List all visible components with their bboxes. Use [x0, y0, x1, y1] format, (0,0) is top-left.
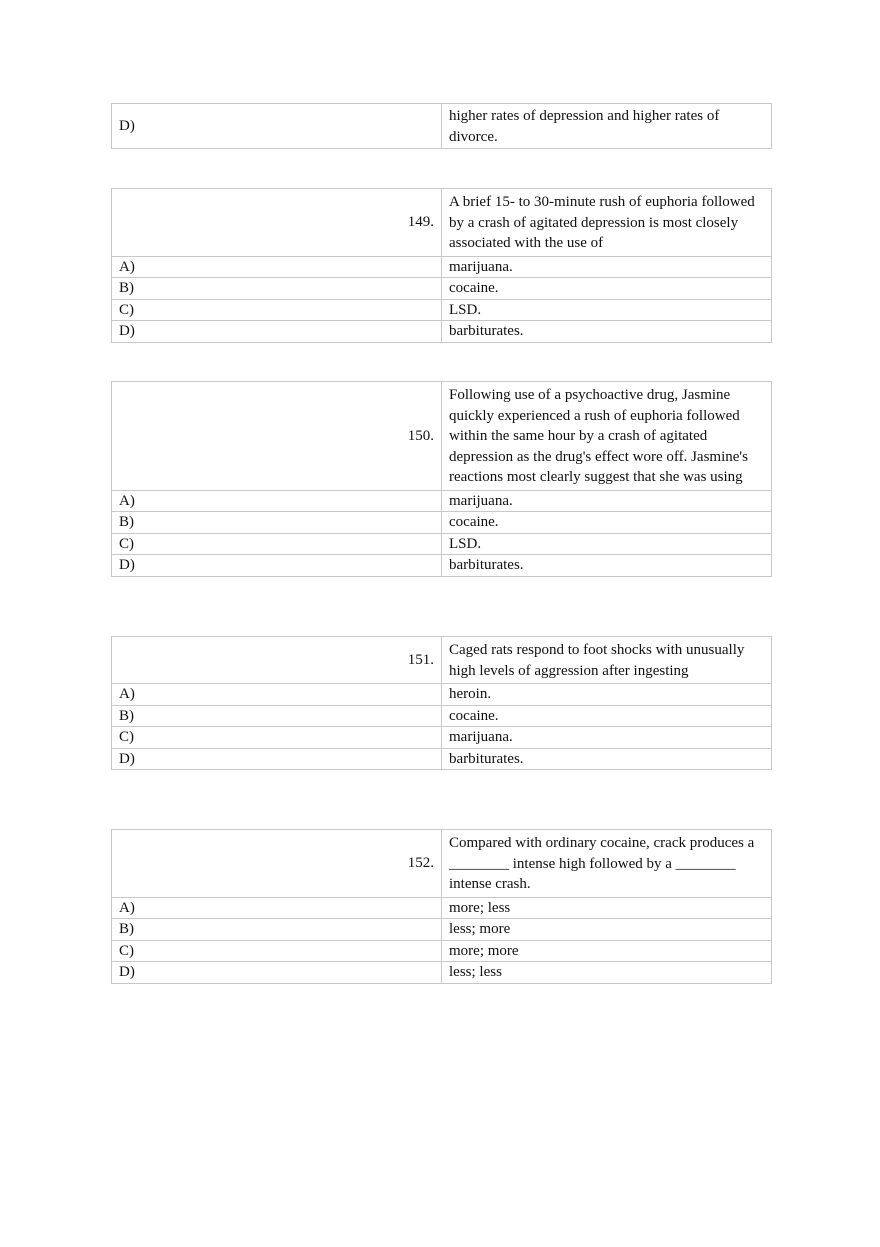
- option-row-a: [112, 256, 772, 278]
- question-150-table: [111, 381, 772, 577]
- option-text: less; less: [442, 962, 772, 984]
- option-text: barbiturates.: [442, 748, 772, 770]
- option-label: B): [112, 919, 442, 941]
- option-text: less; more: [442, 919, 772, 941]
- option-label: D): [112, 555, 442, 577]
- option-text: marijuana.: [442, 256, 772, 278]
- option-label: D): [112, 962, 442, 984]
- option-text: cocaine.: [442, 512, 772, 534]
- option-label: C): [112, 940, 442, 962]
- option-text: marijuana.: [442, 727, 772, 749]
- option-row-d: [112, 962, 772, 984]
- option-row-d: [112, 104, 772, 149]
- option-label: D): [112, 321, 442, 343]
- option-row-a: [112, 684, 772, 706]
- option-text: LSD.: [442, 299, 772, 321]
- question-stem: Compared with ordinary cocaine, crack produces a ________ intense high followed by a ________ intense crash.: [442, 830, 772, 898]
- option-label: B): [112, 278, 442, 300]
- option-text: more; less: [442, 897, 772, 919]
- question-number: 152.: [112, 830, 442, 898]
- question-stem-row: [112, 637, 772, 684]
- option-row-b: [112, 278, 772, 300]
- option-text: barbiturates.: [442, 555, 772, 577]
- option-label: C): [112, 299, 442, 321]
- option-label: C): [112, 533, 442, 555]
- question-stem-row: [112, 189, 772, 257]
- option-text: cocaine.: [442, 705, 772, 727]
- option-row-d: [112, 748, 772, 770]
- option-row-c: [112, 727, 772, 749]
- option-row-b: [112, 705, 772, 727]
- option-row-b: [112, 919, 772, 941]
- continued-option-table: [111, 103, 772, 149]
- option-label: D): [112, 104, 442, 149]
- question-stem-row: [112, 382, 772, 491]
- option-label: B): [112, 705, 442, 727]
- option-row-d: [112, 321, 772, 343]
- option-row-b: [112, 512, 772, 534]
- option-text: higher rates of depression and higher rates of divorce.: [442, 104, 772, 149]
- question-stem: Caged rats respond to foot shocks with unusually high levels of aggression after ingesting: [442, 637, 772, 684]
- option-label: B): [112, 512, 442, 534]
- question-151-table: [111, 636, 772, 770]
- option-text: more; more: [442, 940, 772, 962]
- question-number: 149.: [112, 189, 442, 257]
- option-row-c: [112, 299, 772, 321]
- option-row-c: [112, 940, 772, 962]
- option-row-c: [112, 533, 772, 555]
- option-label: D): [112, 748, 442, 770]
- question-stem-row: [112, 830, 772, 898]
- option-text: barbiturates.: [442, 321, 772, 343]
- option-label: A): [112, 897, 442, 919]
- option-text: marijuana.: [442, 490, 772, 512]
- question-stem: A brief 15- to 30-minute rush of euphoria followed by a crash of agitated depression is most closely associated with the use of: [442, 189, 772, 257]
- option-label: A): [112, 256, 442, 278]
- option-row-d: [112, 555, 772, 577]
- option-row-a: [112, 897, 772, 919]
- option-label: A): [112, 684, 442, 706]
- option-label: A): [112, 490, 442, 512]
- option-label: C): [112, 727, 442, 749]
- question-number: 151.: [112, 637, 442, 684]
- question-number: 150.: [112, 382, 442, 491]
- option-row-a: [112, 490, 772, 512]
- option-text: cocaine.: [442, 278, 772, 300]
- question-152-table: [111, 829, 772, 984]
- question-stem: Following use of a psychoactive drug, Jasmine quickly experienced a rush of euphoria followed within the same hour by a crash of agitated depression as the drug's effect wore off. Jasmine's reactions most clearly suggest that she was using: [442, 382, 772, 491]
- option-text: heroin.: [442, 684, 772, 706]
- option-text: LSD.: [442, 533, 772, 555]
- question-149-table: [111, 188, 772, 343]
